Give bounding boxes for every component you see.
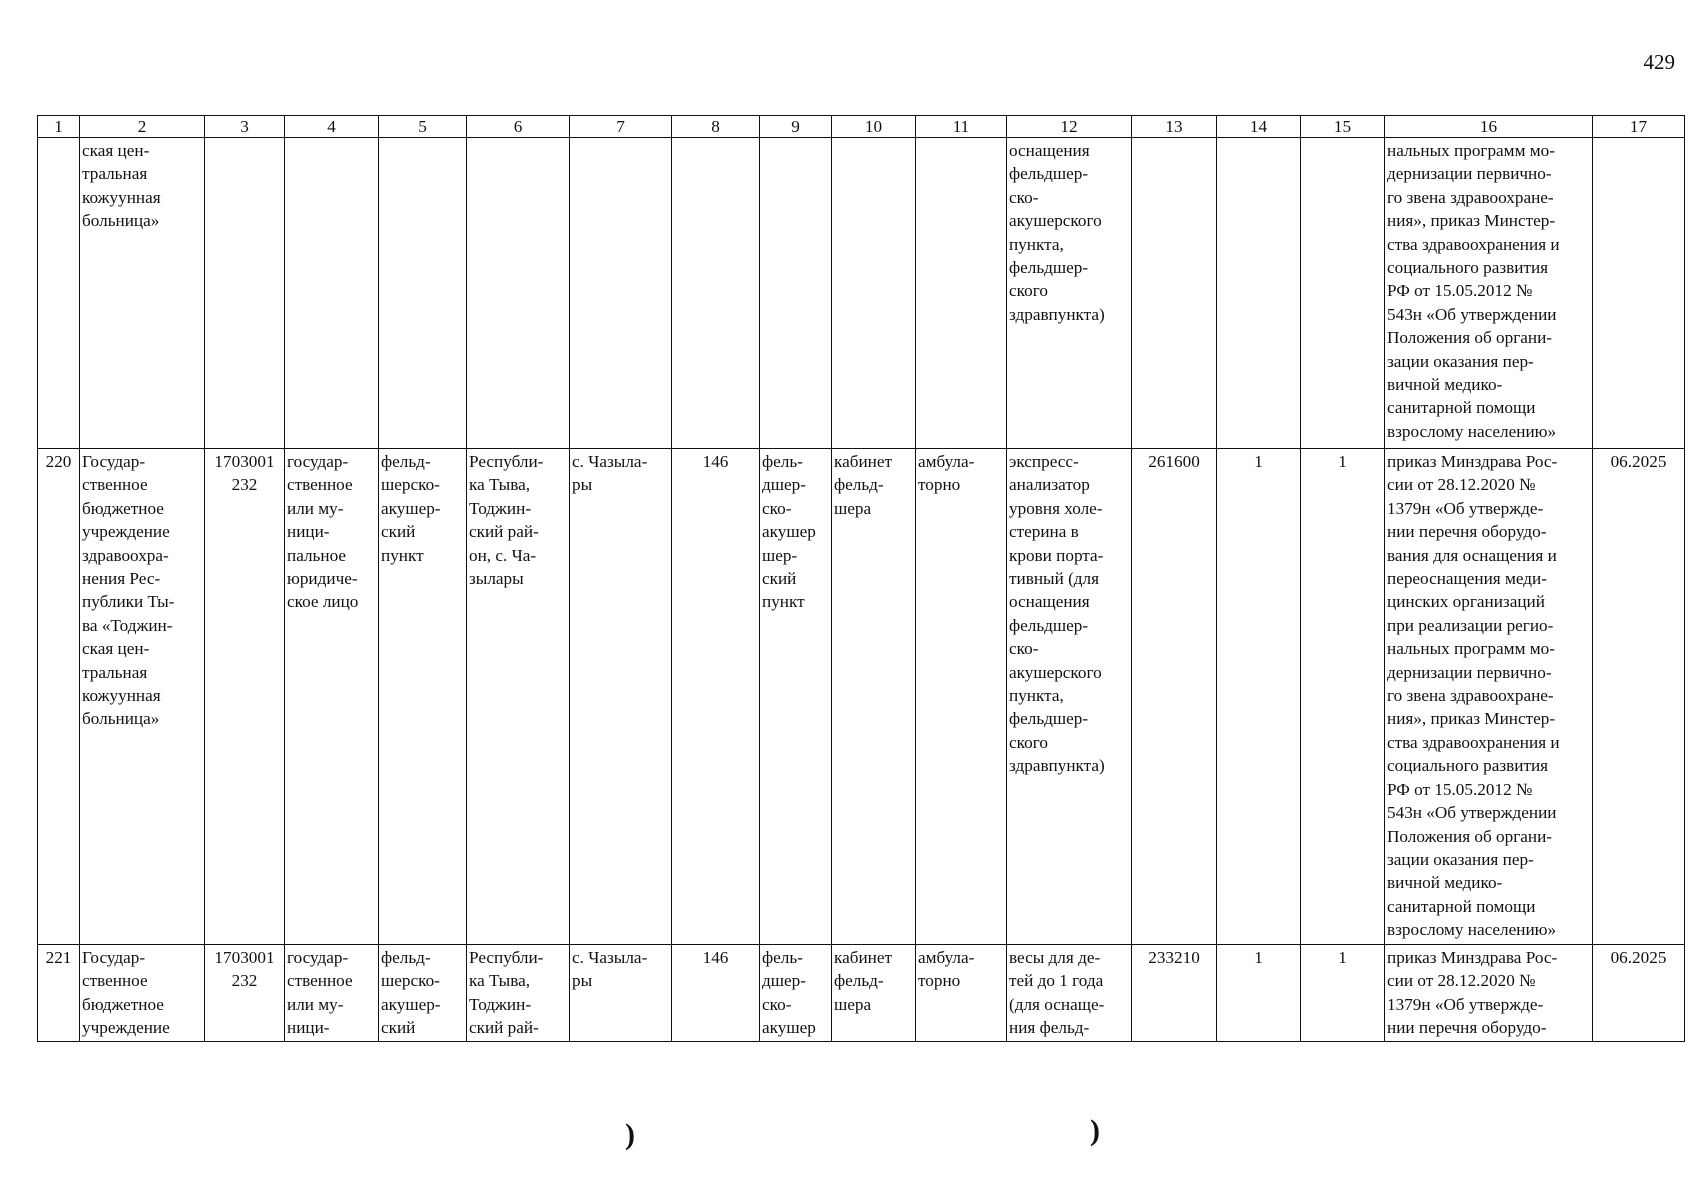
address-cell: [467, 138, 570, 449]
table-row-continuation: [38, 138, 1685, 449]
quantity-cell: 1: [1301, 449, 1385, 945]
code-cell: [205, 138, 285, 449]
legal-basis-cell: нальных программ мо- дернизации первично- го звена здравоохране- ния», приказ Минстер- ства здравоохранения и социального развития РФ от 15.05.2012 № 543н «Об утверждении Положения об органи- зации оказания пер- вичной медико- санитарной помощи взрослому населению»: [1385, 138, 1593, 449]
legal-form-cell: государ- ственное или му- ници- пальное юридиче- ское лицо: [285, 449, 379, 945]
unit-cell: фель- дшер- ско- акушер шер- ский пункт: [760, 449, 832, 945]
scan-mark: ): [1090, 1114, 1100, 1147]
population-cell: 146: [672, 449, 760, 945]
column-header: 11: [916, 116, 1007, 138]
cost-cell: 261600: [1132, 449, 1217, 945]
date-cell: 06.2025: [1593, 945, 1685, 1042]
column-header: 7: [570, 116, 672, 138]
date-cell: 06.2025: [1593, 449, 1685, 945]
settlement-cell: с. Чазыла- ры: [570, 449, 672, 945]
care-mode-cell: амбула- торно: [916, 945, 1007, 1042]
equipment-cell: оснащения фельдшер- ско- акушерского пункта, фельдшер- ского здравпункта): [1007, 138, 1132, 449]
population-cell: [672, 138, 760, 449]
column-header: 13: [1132, 116, 1217, 138]
quantity-cell: [1301, 138, 1385, 449]
code-cell: 1703001 232: [205, 449, 285, 945]
room-cell: [832, 138, 916, 449]
column-header: 15: [1301, 116, 1385, 138]
scan-mark: ): [625, 1118, 635, 1151]
column-header: 16: [1385, 116, 1593, 138]
code-cell: 1703001 232: [205, 945, 285, 1042]
column-header: 12: [1007, 116, 1132, 138]
column-header: 1: [38, 116, 80, 138]
legal-basis-cell: приказ Минздрава Рос- сии от 28.12.2020 № 1379н «Об утвержде- нии перечня оборудо-: [1385, 945, 1593, 1042]
organization-cell: ская цен- тральная кожуунная больница»: [80, 138, 205, 449]
column-header: 9: [760, 116, 832, 138]
quantity-cell: 1: [1217, 449, 1301, 945]
table-row: [38, 945, 1685, 1042]
header-row: [38, 116, 1685, 138]
unit-cell: [760, 138, 832, 449]
registry-table: [37, 115, 1685, 1042]
quantity-cell: [1217, 138, 1301, 449]
care-mode-cell: амбула- торно: [916, 449, 1007, 945]
organization-cell: Государ- ственное бюджетное учреждение: [80, 945, 205, 1042]
column-header: 8: [672, 116, 760, 138]
settlement-cell: с. Чазыла- ры: [570, 945, 672, 1042]
organization-cell: Государ- ственное бюджетное учреждение здравоохра- нения Рес- публики Ты- ва «Тоджин- ская цен- тральная кожуунная больница»: [80, 449, 205, 945]
column-header: 17: [1593, 116, 1685, 138]
equipment-cell: весы для де- тей до 1 года (для оснаще- ния фельд-: [1007, 945, 1132, 1042]
facility-type-cell: [379, 138, 467, 449]
equipment-cell: экспресс- анализатор уровня холе- стерина в крови порта- тивный (для оснащения фельдшер- ско- акушерского пункта, фельдшер- ского здравпункта): [1007, 449, 1132, 945]
column-header: 2: [80, 116, 205, 138]
settlement-cell: [570, 138, 672, 449]
address-cell: Республи- ка Тыва, Тоджин- ский рай-: [467, 945, 570, 1042]
quantity-cell: 1: [1217, 945, 1301, 1042]
facility-type-cell: фельд- шерско- акушер- ский: [379, 945, 467, 1042]
column-header: 14: [1217, 116, 1301, 138]
room-cell: кабинет фельд- шера: [832, 449, 916, 945]
row-number-cell: 221: [38, 945, 80, 1042]
population-cell: 146: [672, 945, 760, 1042]
cost-cell: [1132, 138, 1217, 449]
table-row: [38, 449, 1685, 945]
row-number-cell: 220: [38, 449, 80, 945]
column-header: 6: [467, 116, 570, 138]
care-mode-cell: [916, 138, 1007, 449]
column-header: 4: [285, 116, 379, 138]
legal-basis-cell: приказ Минздрава Рос- сии от 28.12.2020 № 1379н «Об утвержде- нии перечня оборудо- вания для оснащения и переоснащения меди- цинских организаций при реализации регио- нальных программ мо- дернизации первично- го звена здравоохране- ния», приказ Минстер- ства здравоохранения и социального развития РФ от 15.05.2012 № 543н «Об утверждении Положения об органи- зации оказания пер- вичной медико- санитарной помощи взрослому населению»: [1385, 449, 1593, 945]
column-header: 3: [205, 116, 285, 138]
unit-cell: фель- дшер- ско- акушер: [760, 945, 832, 1042]
room-cell: кабинет фельд- шера: [832, 945, 916, 1042]
legal-form-cell: государ- ственное или му- ници-: [285, 945, 379, 1042]
legal-form-cell: [285, 138, 379, 449]
facility-type-cell: фельд- шерско- акушер- ский пункт: [379, 449, 467, 945]
column-header: 5: [379, 116, 467, 138]
address-cell: Республи- ка Тыва, Тоджин- ский рай- он, с. Ча- зылары: [467, 449, 570, 945]
row-number-cell: [38, 138, 80, 449]
page-number: 429: [1643, 50, 1675, 74]
cost-cell: 233210: [1132, 945, 1217, 1042]
column-header: 10: [832, 116, 916, 138]
quantity-cell: 1: [1301, 945, 1385, 1042]
date-cell: [1593, 138, 1685, 449]
